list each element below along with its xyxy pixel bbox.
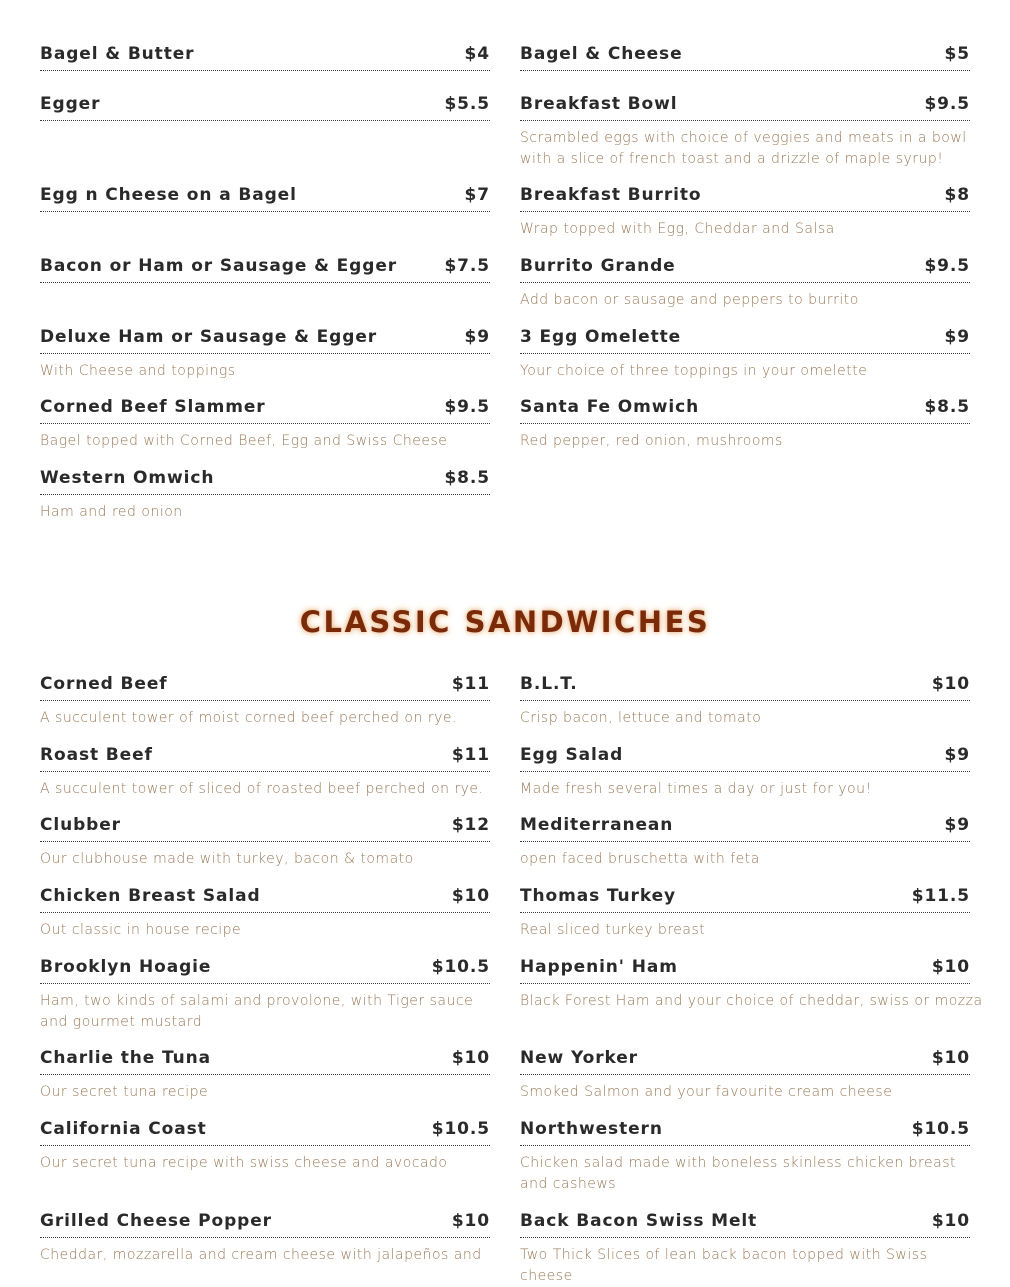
item-price: $9.5: [924, 94, 970, 114]
item-name: Mediterranean: [520, 815, 674, 835]
menu-item: [520, 956, 983, 1012]
item-price: $10: [931, 957, 970, 977]
item-name: Chicken Breast Salad: [40, 886, 261, 906]
menu-item: [520, 744, 970, 800]
menu-item: [40, 885, 490, 941]
item-name: Bacon or Ham or Sausage & Egger: [40, 256, 398, 276]
menu-item: [520, 184, 970, 240]
menu-item-header: [520, 43, 970, 71]
item-price: $10.5: [431, 1119, 490, 1139]
item-price: $8.5: [444, 468, 490, 488]
item-name: Breakfast Bowl: [520, 94, 678, 114]
item-description: Ham, two kinds of salami and provolone, with Tiger sauce and gourmet mustard: [40, 993, 474, 1030]
menu-item: [40, 956, 490, 1033]
menu-item: [40, 673, 490, 729]
menu-item: [40, 43, 490, 71]
item-price: $10: [931, 674, 970, 694]
menu-item: [40, 326, 490, 382]
item-price: $9: [944, 327, 970, 347]
menu-item-header: [520, 184, 970, 212]
menu-item-header: [40, 1210, 490, 1238]
menu-item: [520, 255, 970, 311]
item-description: Bagel topped with Corned Beef, Egg and Swiss Cheese: [40, 433, 448, 449]
item-description: A succulent tower of sliced of roasted beef perched on rye.: [40, 781, 484, 797]
menu-item: [520, 885, 970, 941]
menu-item-header: [520, 93, 970, 121]
item-name: Breakfast Burrito: [520, 185, 702, 205]
item-name: Corned Beef: [40, 674, 168, 694]
item-description: A succulent tower of moist corned beef perched on rye.: [40, 710, 457, 726]
menu-item-header: [520, 744, 970, 772]
item-description: Cheddar, mozzarella and cream cheese with jalapeños and: [40, 1247, 482, 1263]
item-price: $11.5: [911, 886, 970, 906]
item-description: Smoked Salmon and your favourite cream cheese: [520, 1084, 893, 1100]
menu-item-header: [520, 814, 970, 842]
item-price: $7: [464, 185, 490, 205]
menu-item-header: [520, 885, 970, 913]
item-name: Thomas Turkey: [520, 886, 676, 906]
item-name: Egg Salad: [520, 745, 624, 765]
item-description: Our secret tuna recipe: [40, 1084, 209, 1100]
menu-item-header: [40, 43, 490, 71]
item-name: B.L.T.: [520, 674, 578, 694]
menu-item-header: [40, 467, 490, 495]
item-description: Out classic in house recipe: [40, 922, 242, 938]
item-price: $9: [464, 327, 490, 347]
menu-item-header: [40, 885, 490, 913]
item-name: Back Bacon Swiss Melt: [520, 1211, 758, 1231]
menu-item-header: [520, 255, 970, 283]
item-description: Add bacon or sausage and peppers to burrito: [520, 292, 859, 308]
menu-item-header: [520, 956, 970, 984]
item-description: With Cheese and toppings: [40, 363, 236, 379]
item-price: $5.5: [444, 94, 490, 114]
menu-item-header: [40, 93, 490, 121]
menu-item-header: [520, 673, 970, 701]
menu-item-header: [520, 326, 970, 354]
item-name: Clubber: [40, 815, 121, 835]
menu-item-header: [520, 396, 970, 424]
menu-item: [520, 1118, 970, 1195]
item-price: $9.5: [444, 397, 490, 417]
item-description: Black Forest Ham and your choice of cheddar, swiss or mozza: [520, 993, 983, 1009]
menu-item: [40, 93, 490, 121]
menu-item: [520, 93, 970, 170]
menu-item: [40, 1047, 490, 1103]
item-price: $9: [944, 745, 970, 765]
menu-item: [520, 326, 970, 382]
menu-item: [520, 673, 970, 729]
item-name: Deluxe Ham or Sausage & Egger: [40, 327, 378, 347]
item-price: $9.5: [924, 256, 970, 276]
item-name: Egg n Cheese on a Bagel: [40, 185, 297, 205]
item-price: $5: [944, 44, 970, 64]
menu-item-header: [40, 814, 490, 842]
menu-item-header: [40, 956, 490, 984]
item-name: California Coast: [40, 1119, 207, 1139]
item-price: $8: [944, 185, 970, 205]
menu-item: [520, 1210, 970, 1287]
menu-item-header: [40, 396, 490, 424]
item-price: $9: [944, 815, 970, 835]
menu-item: [40, 1118, 490, 1174]
item-description: Chicken salad made with boneless skinless chicken breast and cashews: [520, 1155, 956, 1192]
item-price: $12: [451, 815, 490, 835]
item-name: Grilled Cheese Popper: [40, 1211, 272, 1231]
item-price: $10.5: [431, 957, 490, 977]
menu-item-header: [40, 673, 490, 701]
menu-item-header: [40, 1118, 490, 1146]
item-price: $11: [451, 745, 490, 765]
menu-item: [520, 396, 970, 452]
item-description: Red pepper, red onion, mushrooms: [520, 433, 783, 449]
item-price: $4: [464, 44, 490, 64]
item-description: Made fresh several times a day or just for you!: [520, 781, 872, 797]
item-name: Roast Beef: [40, 745, 153, 765]
item-price: $10: [931, 1048, 970, 1068]
item-description: Crisp bacon, lettuce and tomato: [520, 710, 762, 726]
item-price: $11: [451, 674, 490, 694]
item-name: Bagel & Butter: [40, 44, 195, 64]
menu-item-header: [40, 1047, 490, 1075]
item-name: Northwestern: [520, 1119, 663, 1139]
item-price: $7.5: [444, 256, 490, 276]
item-description: Our secret tuna recipe with swiss cheese and avocado: [40, 1155, 448, 1171]
item-description: Two Thick Slices of lean back bacon topped with Swiss cheese: [520, 1247, 928, 1284]
item-name: Corned Beef Slammer: [40, 397, 266, 417]
item-description: Real sliced turkey breast: [520, 922, 706, 938]
menu-item: [40, 1210, 490, 1266]
menu-item-header: [520, 1210, 970, 1238]
menu-item-header: [40, 326, 490, 354]
item-name: Brooklyn Hoagie: [40, 957, 212, 977]
item-description: Scrambled eggs with choice of veggies and meats in a bowl with a slice of french toast and a drizzle of maple syrup!: [520, 130, 967, 167]
menu-item: [40, 184, 490, 212]
menu-item-header: [40, 744, 490, 772]
item-name: Western Omwich: [40, 468, 215, 488]
menu-item: [520, 814, 970, 870]
menu-item: [40, 814, 490, 870]
item-price: $10: [931, 1211, 970, 1231]
item-price: $8.5: [924, 397, 970, 417]
item-price: $10: [451, 886, 490, 906]
item-name: Happenin' Ham: [520, 957, 678, 977]
item-price: $10: [451, 1211, 490, 1231]
item-price: $10: [451, 1048, 490, 1068]
item-description: Your choice of three toppings in your omelette: [520, 363, 868, 379]
item-description: Ham and red onion: [40, 504, 183, 520]
menu-item: [520, 1047, 970, 1103]
item-name: Charlie the Tuna: [40, 1048, 212, 1068]
menu-item: [520, 43, 970, 71]
menu-item: [40, 396, 490, 452]
item-name: Santa Fe Omwich: [520, 397, 700, 417]
item-name: Bagel & Cheese: [520, 44, 683, 64]
menu-item-header: [520, 1118, 970, 1146]
item-name: Burrito Grande: [520, 256, 676, 276]
item-name: 3 Egg Omelette: [520, 327, 682, 347]
item-name: New Yorker: [520, 1048, 638, 1068]
menu-item-header: [40, 255, 490, 283]
item-description: open faced bruschetta with feta: [520, 851, 760, 867]
menu-item-header: [40, 184, 490, 212]
section-title-classic-sandwiches: CLASSIC SANDWICHES: [299, 605, 711, 639]
item-name: Egger: [40, 94, 101, 114]
menu-item: [40, 467, 490, 523]
item-description: Our clubhouse made with turkey, bacon & tomato: [40, 851, 414, 867]
item-description: Wrap topped with Egg, Cheddar and Salsa: [520, 221, 835, 237]
menu-item: [40, 255, 490, 283]
menu-item-header: [520, 1047, 970, 1075]
menu-item: [40, 744, 490, 800]
item-price: $10.5: [911, 1119, 970, 1139]
